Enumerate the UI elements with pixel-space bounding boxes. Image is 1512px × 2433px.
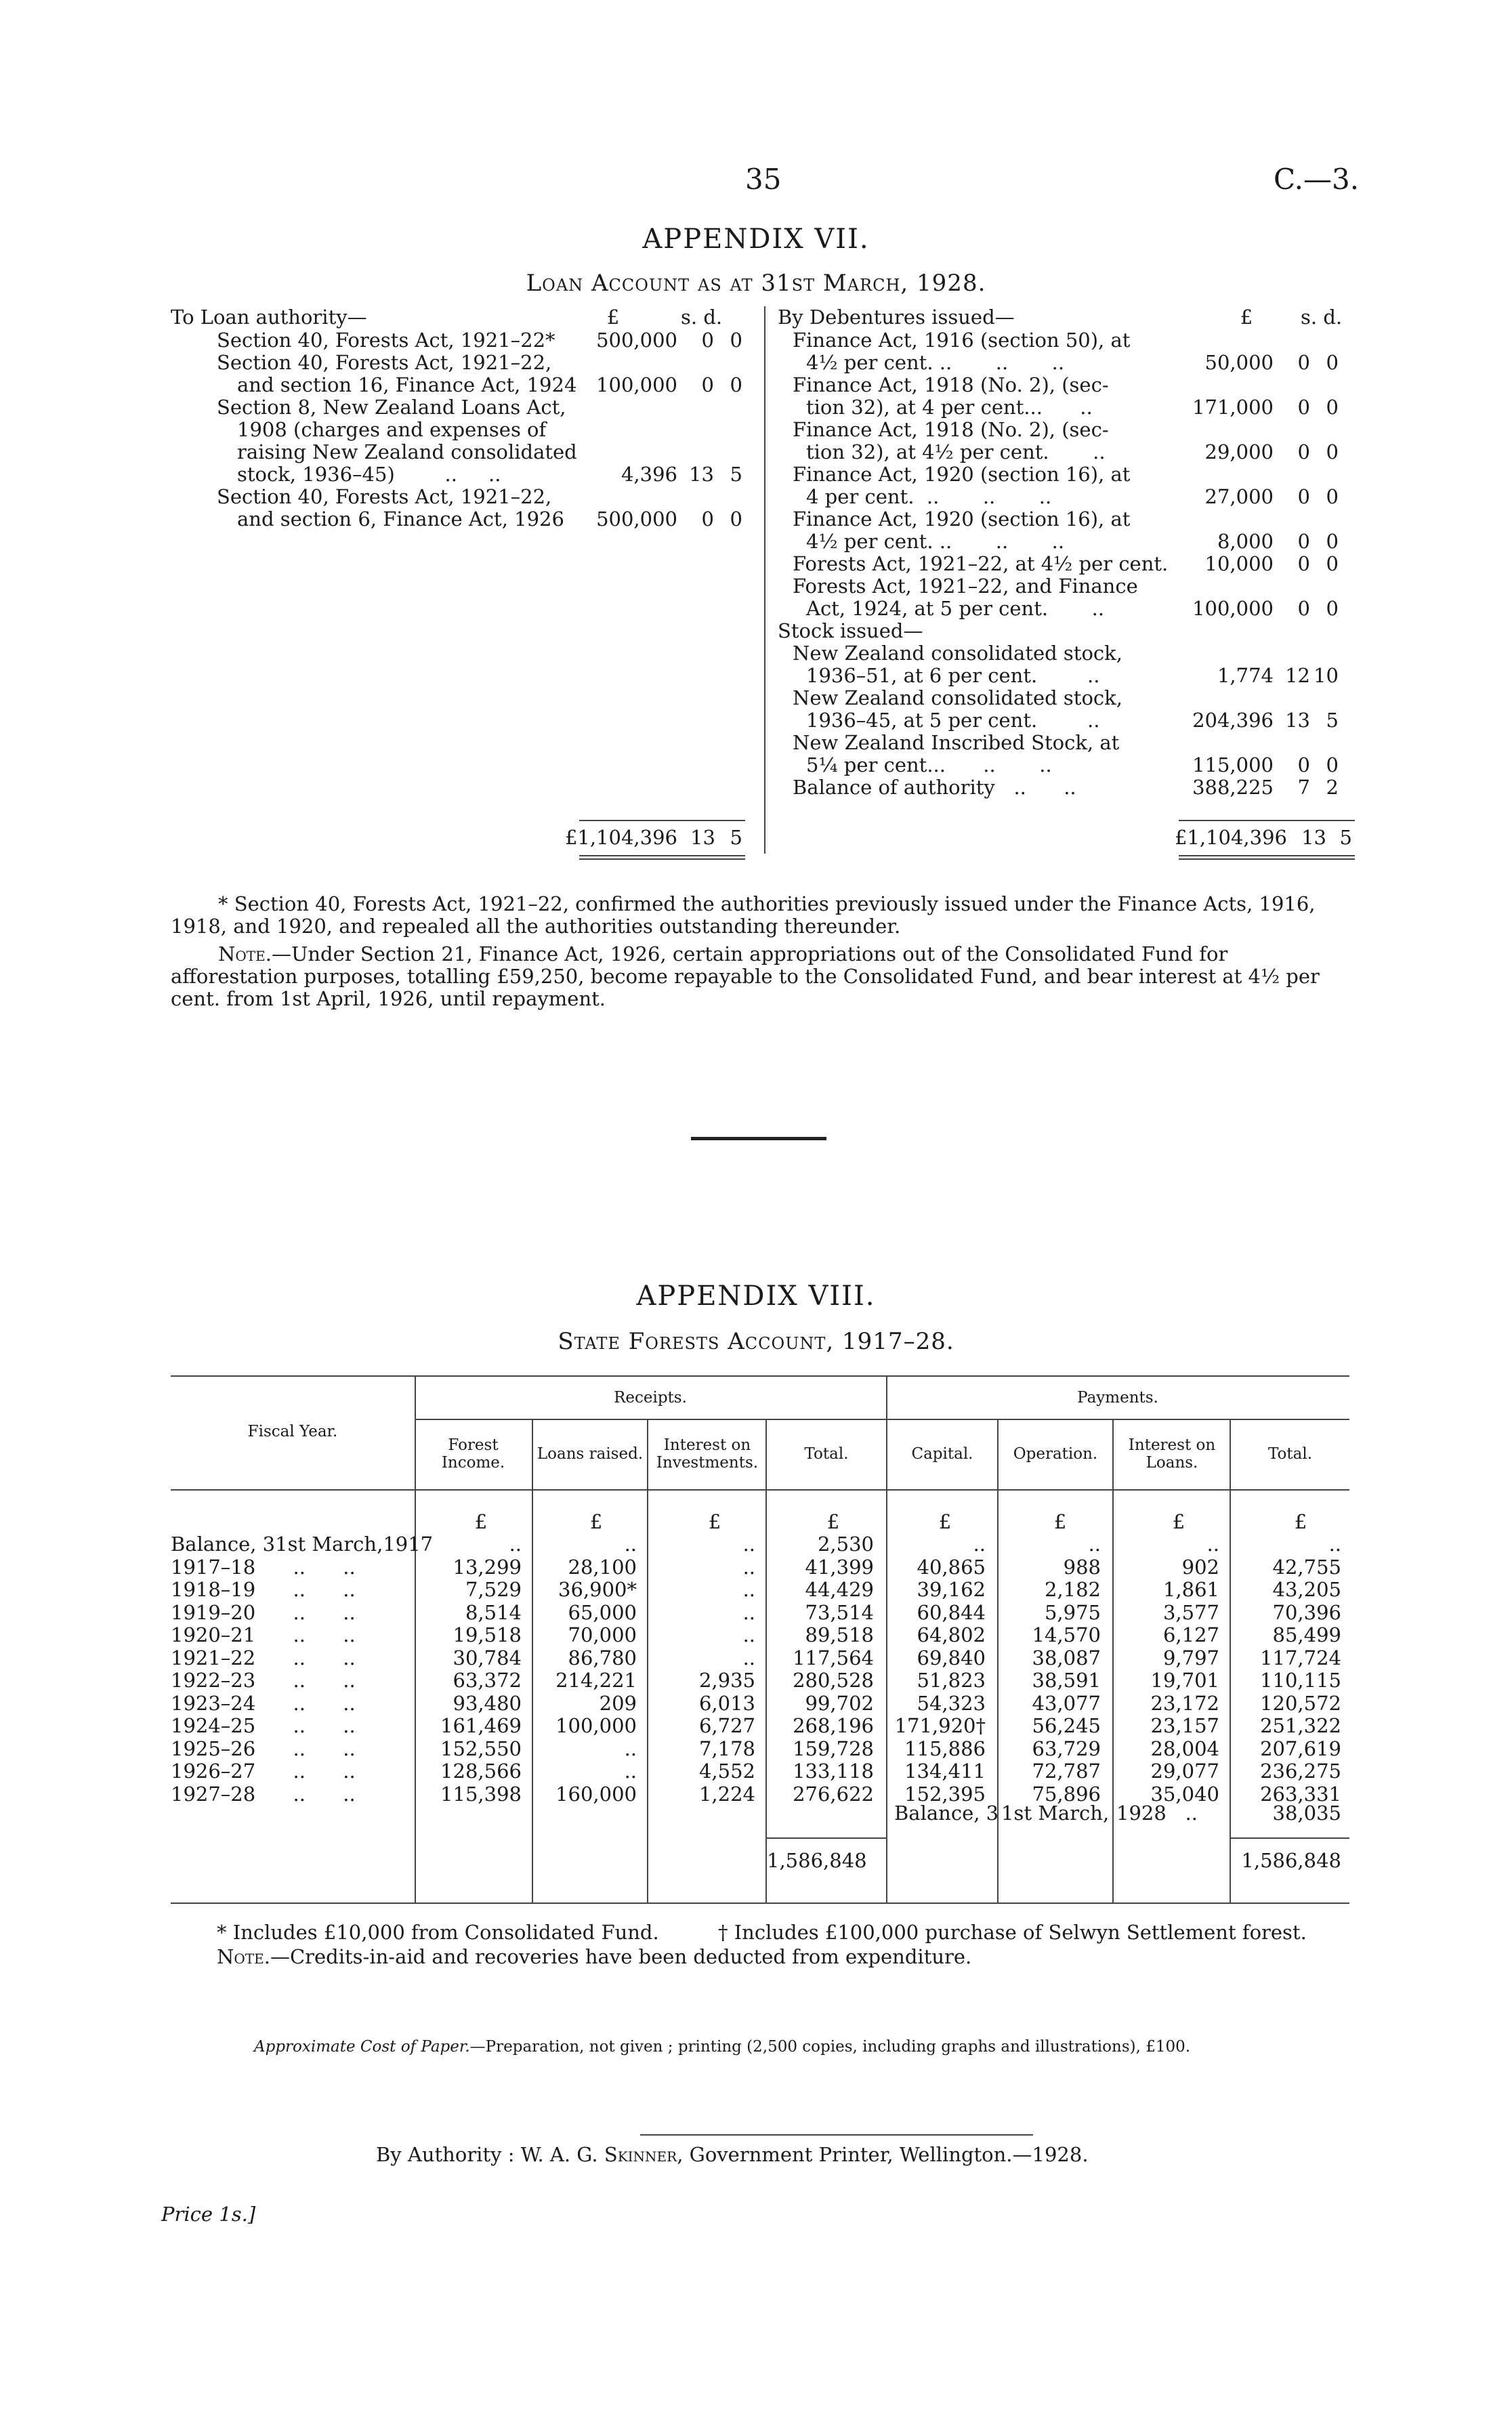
table-cell: .. <box>742 1623 755 1646</box>
amount-shillings: 7 <box>1297 776 1310 799</box>
right-total-underline <box>1179 855 1355 856</box>
fiscal-year-header: Fiscal Year. <box>247 1423 338 1440</box>
item-text-line: Section 40, Forests Act, 1921–22* <box>217 329 555 352</box>
table-cell: 171,920† <box>894 1714 986 1737</box>
amount-pounds: 100,000 <box>596 373 677 396</box>
imprint-printer: W. A. G. Skinner <box>520 2143 677 2166</box>
table-cell: 214,221 <box>555 1669 637 1692</box>
table-cell: 86,780 <box>568 1646 637 1669</box>
receipts-rule <box>415 1419 889 1420</box>
table-cell: 280,528 <box>793 1669 874 1692</box>
item-text-line: 1936–51, at 6 per cent. .. <box>806 664 1100 687</box>
table-cell: 99,702 <box>805 1691 874 1715</box>
table-cell: 43,205 <box>1272 1578 1341 1601</box>
amount-pounds: 8,000 <box>1217 530 1274 553</box>
table-cell: 75,896 <box>1032 1782 1101 1806</box>
cost-text: —Preparation, not given ; printing (2,500 copies, including graphs and illustrations), £100. <box>469 2038 1191 2056</box>
amount-pounds: 500,000 <box>596 329 677 352</box>
table-cell: 100,000 <box>555 1714 637 1737</box>
amount-pounds: 500,000 <box>596 507 677 531</box>
table-cell: .. <box>624 1533 637 1556</box>
item-text-line: Section 40, Forests Act, 1921–22, <box>217 351 552 374</box>
amount-pounds: 10,000 <box>1204 552 1274 575</box>
table-cell: 133,118 <box>793 1760 874 1783</box>
balance-label-a: Balance, 3 <box>894 1802 999 1825</box>
amount-shillings: 0 <box>1297 485 1310 508</box>
item-text-line: 1936–45, at 5 per cent. .. <box>806 709 1100 732</box>
appendix-7-note <box>171 943 1349 1010</box>
payments-total-rule <box>1230 1837 1349 1839</box>
item-text-line: 5¼ per cent... .. .. <box>806 753 1052 776</box>
item-text-line: Finance Act, 1918 (No. 2), (sec- <box>793 418 1109 441</box>
note-text: —Under Section 21, Finance Act, 1926, certain appropriations out of the Consolidated Fund for afforestation purposes, totalling £59,250, become repayable to the Consolidated Fund, and bear interest at 4½ per cent. from 1st April, 1926, until repayment. <box>171 942 1320 1010</box>
table-cell: 134,411 <box>904 1760 986 1783</box>
table-cell: 14,570 <box>1032 1623 1101 1646</box>
amount-pence: 0 <box>1326 485 1339 508</box>
table-cell: 35,040 <box>1150 1782 1219 1806</box>
forest-income-header: Forest Income. <box>441 1436 505 1472</box>
table-cell: 6,013 <box>698 1691 755 1715</box>
fiscal-year-label: 1927–28 .. .. <box>171 1782 356 1806</box>
right-total-pence: 5 <box>1339 826 1352 849</box>
table-cell: 28,004 <box>1150 1737 1219 1760</box>
table-cell: 110,115 <box>1260 1669 1341 1692</box>
table-cell: 23,157 <box>1150 1714 1219 1737</box>
table-bottom-rule <box>171 1902 1349 1904</box>
table-cell: .. <box>624 1760 637 1783</box>
amount-shillings: 0 <box>1297 396 1310 419</box>
item-text-line: and section 16, Finance Act, 1924 <box>237 373 577 396</box>
table-cell: 38,591 <box>1032 1669 1101 1692</box>
debenture-item <box>793 508 1362 553</box>
capital-header: Capital. <box>911 1445 973 1463</box>
payments-grand-total: 1,586,848 <box>1241 1849 1341 1872</box>
item-text-line: Finance Act, 1920 (section 16), at <box>793 507 1131 531</box>
item-text-line: and section 6, Finance Act, 1926 <box>237 507 564 531</box>
table-cell: .. <box>742 1555 755 1579</box>
center-divider <box>764 306 765 854</box>
amount-pence: 0 <box>730 329 742 352</box>
appendix-8-subtitle: State Forests Account, 1917–28. <box>558 1328 954 1355</box>
amount-pence: 2 <box>1326 776 1339 799</box>
amount-pence: 0 <box>1326 396 1339 419</box>
sd-header-right: s. d. <box>1301 306 1343 329</box>
amount-shillings: 0 <box>1297 753 1310 776</box>
amount-pence: 10 <box>1314 664 1339 687</box>
table-cell: 19,701 <box>1150 1669 1219 1692</box>
table-cell: 39,162 <box>917 1578 986 1601</box>
item-text-line: Act, 1924, at 5 per cent. .. <box>806 597 1105 620</box>
total-receipts-header: Total. <box>804 1445 849 1463</box>
left-total-underline-2 <box>579 858 745 860</box>
payments-rule <box>887 1419 1349 1420</box>
appendix-7-title: APPENDIX VII. <box>642 224 870 255</box>
receipts-header: Receipts. <box>614 1389 687 1407</box>
appendix-8-title: APPENDIX VIII. <box>636 1281 876 1312</box>
item-text-line: 4½ per cent. .. .. .. <box>806 530 1065 553</box>
table-cell: 63,729 <box>1032 1737 1101 1760</box>
table-cell: 988 <box>1063 1555 1101 1579</box>
table-cell: 70,396 <box>1272 1600 1341 1624</box>
table-cell: 51,823 <box>917 1669 986 1692</box>
table-cell: 276,622 <box>793 1782 874 1806</box>
table-cell: 85,499 <box>1272 1623 1341 1646</box>
left-total-pence: 5 <box>730 826 742 849</box>
left-total-shillings: 13 <box>690 826 715 849</box>
debenture-item <box>793 419 1362 463</box>
left-total-rule <box>579 820 745 821</box>
loan-authority-item <box>217 352 745 396</box>
item-text-line: Finance Act, 1920 (section 16), at <box>793 463 1131 486</box>
item-text-line: 4 per cent. .. .. .. <box>806 485 1052 508</box>
amount-pence: 0 <box>1326 552 1339 575</box>
amount-shillings: 0 <box>1297 597 1310 620</box>
table-cell: .. <box>742 1578 755 1601</box>
table-cell: .. <box>624 1737 637 1760</box>
amount-shillings: 12 <box>1285 664 1310 687</box>
footnote-star: * Includes £10,000 from Consolidated Fund. <box>217 1921 659 1944</box>
operation-header: Operation. <box>1013 1445 1098 1463</box>
table-cell: .. <box>742 1646 755 1669</box>
amount-shillings: 0 <box>1297 530 1310 553</box>
amount-pounds: 1,774 <box>1217 664 1274 687</box>
table-cell: .. <box>1088 1533 1101 1556</box>
amount-shillings: 13 <box>1285 709 1310 732</box>
table-cell: 13,299 <box>453 1555 522 1579</box>
table-cell: .. <box>1206 1533 1219 1556</box>
footnote-dagger: † Includes £100,000 purchase of Selwyn Settlement forest. <box>718 1921 1307 1944</box>
table-cell: 1,224 <box>698 1782 755 1806</box>
amount-pounds: 171,000 <box>1192 396 1274 419</box>
payments-header: Payments. <box>1077 1389 1158 1407</box>
table-cell: 44,429 <box>805 1578 874 1601</box>
item-text-line: 1908 (charges and expenses of <box>237 418 547 441</box>
table-cell: 2,935 <box>698 1669 755 1692</box>
amount-pence: 0 <box>1326 530 1339 553</box>
fiscal-year-label: 1923–24 .. .. <box>171 1691 356 1715</box>
fiscal-year-label: 1919–20 .. .. <box>171 1600 356 1624</box>
table-cell: 263,331 <box>1260 1782 1341 1806</box>
table-cell: 7,529 <box>465 1578 522 1601</box>
balance-value: 38,035 <box>1272 1802 1341 1825</box>
table-cell: 64,802 <box>917 1623 986 1646</box>
unit-symbol: £ <box>826 1510 840 1533</box>
right-total-shillings: 13 <box>1301 826 1326 849</box>
amount-pounds: 100,000 <box>1192 597 1274 620</box>
item-text-line: Forests Act, 1921–22, at 4½ per cent. <box>793 552 1169 575</box>
table-top-rule <box>171 1375 1349 1377</box>
note-text: —Credits-in-aid and recoveries have been deducted from expenditure. <box>270 1945 972 1968</box>
amount-pounds: 204,396 <box>1192 709 1274 732</box>
debentures-list <box>778 329 1362 799</box>
debenture-item <box>793 553 1362 575</box>
fiscal-year-label: 1925–26 .. .. <box>171 1737 356 1760</box>
table-cell: .. <box>742 1533 755 1556</box>
table-cell: 6,727 <box>698 1714 755 1737</box>
amount-shillings: 0 <box>701 373 714 396</box>
debenture-item <box>793 329 1362 374</box>
imprint-prefix: By Authority : <box>376 2143 515 2166</box>
fiscal-year-label: 1924–25 .. .. <box>171 1714 356 1737</box>
table-cell: 43,077 <box>1032 1691 1101 1715</box>
unit-symbol: £ <box>1294 1510 1307 1533</box>
item-text-line: New Zealand Inscribed Stock, at <box>793 731 1120 754</box>
fiscal-year-label: 1920–21 .. .. <box>171 1623 356 1646</box>
imprint-rule <box>640 2134 1033 2136</box>
amount-pence: 0 <box>1326 440 1339 463</box>
right-total-rule <box>1179 820 1355 821</box>
page-number: 35 <box>745 163 782 196</box>
table-cell: 56,245 <box>1032 1714 1101 1737</box>
cost-of-paper <box>254 2038 1190 2056</box>
unit-symbol: £ <box>1053 1510 1067 1533</box>
amount-shillings: 0 <box>1297 440 1310 463</box>
debenture-item <box>793 374 1362 419</box>
note-label: Note. <box>217 1945 270 1968</box>
table-cell: 40,865 <box>917 1555 986 1579</box>
table-cell: 42,755 <box>1272 1555 1341 1579</box>
appendix-7-footnote: * Section 40, Forests Act, 1921–22, confirmed the authorities previously issued under the Finance Acts, 1916, 1918, and 1920, and repealed all the authorities outstanding thereunder. <box>171 892 1316 938</box>
left-total-underline <box>579 855 745 856</box>
amount-pounds: 50,000 <box>1204 351 1274 374</box>
stock-issued-heading: Stock issued— <box>778 619 923 642</box>
header-bottom-rule <box>171 1489 1349 1491</box>
loans-raised-header: Loans raised. <box>537 1445 644 1463</box>
table-cell: 117,564 <box>793 1646 874 1669</box>
amount-shillings: 0 <box>1297 552 1310 575</box>
note-label: Note. <box>218 942 272 965</box>
receipts-total-rule <box>765 1837 887 1839</box>
table-cell: 54,323 <box>917 1691 986 1715</box>
loan-authority-item <box>217 329 745 352</box>
table-cell: 1,861 <box>1162 1578 1219 1601</box>
stock-item <box>793 732 1362 776</box>
interest-investments-header: Interest on Investments. <box>656 1436 759 1472</box>
document-code: C.—3. <box>1274 163 1360 196</box>
stock-item <box>793 642 1362 687</box>
stock-item <box>793 687 1362 732</box>
loan-authority-heading: To Loan authority— <box>171 306 367 329</box>
amount-pence: 0 <box>730 373 742 396</box>
table-cell: 2,530 <box>817 1533 874 1556</box>
table-cell: 41,399 <box>805 1555 874 1579</box>
unit-symbol: £ <box>938 1510 952 1533</box>
fiscal-year-label: Balance, 31st March,1917 <box>171 1533 434 1556</box>
table-cell: 7,178 <box>698 1737 755 1760</box>
item-text-line: New Zealand consolidated stock, <box>793 642 1122 665</box>
right-total-pounds: £1,104,396 <box>1174 826 1287 849</box>
table-cell: 120,572 <box>1260 1691 1341 1715</box>
item-text-line: Section 40, Forests Act, 1921–22, <box>217 485 552 508</box>
unit-symbol: £ <box>474 1510 488 1533</box>
table-cell: 207,619 <box>1260 1737 1341 1760</box>
amount-pence: 5 <box>730 463 742 486</box>
loan-authority-item <box>217 486 745 531</box>
appendix-7-subtitle: Loan Account as at 31st March, 1928. <box>526 270 986 297</box>
table-cell: 73,514 <box>805 1600 874 1624</box>
amount-shillings: 0 <box>1297 351 1310 374</box>
imprint <box>376 2144 1089 2166</box>
amount-pence: 0 <box>730 507 742 531</box>
table-cell: 69,840 <box>917 1646 986 1669</box>
table-cell: .. <box>509 1533 522 1556</box>
table-cell: 38,087 <box>1032 1646 1101 1669</box>
left-total-pounds: £1,104,396 <box>564 826 677 849</box>
amount-pounds: 4,396 <box>621 463 677 486</box>
item-text-line: New Zealand consolidated stock, <box>793 686 1122 709</box>
item-text-line: Finance Act, 1918 (No. 2), (sec- <box>793 373 1109 396</box>
table-cell: 23,172 <box>1150 1691 1219 1715</box>
balance-label-b: 1st March, <box>1001 1802 1110 1825</box>
table-cell: 152,550 <box>440 1737 522 1760</box>
amount-pounds: 29,000 <box>1204 440 1274 463</box>
loan-authority-list <box>217 329 745 531</box>
table-cell: 9,797 <box>1162 1646 1219 1669</box>
table-cell: 6,127 <box>1162 1623 1219 1646</box>
price: Price 1s.] <box>161 2203 256 2226</box>
table-cell: 159,728 <box>793 1737 874 1760</box>
loan-authority-item <box>217 396 745 486</box>
table-cell: 60,844 <box>917 1600 986 1624</box>
table-cell: 2,182 <box>1044 1578 1101 1601</box>
table-cell: 8,514 <box>465 1600 522 1624</box>
balance-of-authority <box>793 776 1362 799</box>
item-text-line: Section 8, New Zealand Loans Act, <box>217 396 566 419</box>
unit-symbol: £ <box>1172 1510 1185 1533</box>
balance-label-c: 1928 .. <box>1116 1802 1198 1825</box>
table-cell: 30,784 <box>453 1646 522 1669</box>
table-cell: 89,518 <box>805 1623 874 1646</box>
item-text-line: Finance Act, 1916 (section 50), at <box>793 329 1131 352</box>
pound-header-left: £ <box>606 306 620 329</box>
section-separator <box>691 1137 826 1140</box>
table-cell: 36,900* <box>558 1578 637 1601</box>
item-text-line: 4½ per cent. .. .. .. <box>806 351 1065 374</box>
cost-label: Approximate Cost of Paper. <box>254 2038 470 2056</box>
debenture-item <box>793 463 1362 508</box>
table-cell: 65,000 <box>568 1600 637 1624</box>
table-cell: 4,552 <box>698 1760 755 1783</box>
amount-pence: 0 <box>1326 351 1339 374</box>
table-cell: .. <box>973 1533 986 1556</box>
right-total-underline-2 <box>1179 858 1355 860</box>
table-cell: 5,975 <box>1044 1600 1101 1624</box>
amount-shillings: 0 <box>701 507 714 531</box>
receipts-grand-total: 1,586,848 <box>767 1849 867 1872</box>
fiscal-year-label: 1926–27 .. .. <box>171 1760 356 1783</box>
table-cell: 115,886 <box>904 1737 986 1760</box>
amount-pence: 0 <box>1326 597 1339 620</box>
imprint-suffix: , Government Printer, Wellington.—1928. <box>677 2143 1089 2166</box>
table-cell: 161,469 <box>440 1714 522 1737</box>
total-payments-header: Total. <box>1267 1445 1313 1463</box>
amount-pounds: 27,000 <box>1204 485 1274 508</box>
table-cell: 70,000 <box>568 1623 637 1646</box>
table-cell: 72,787 <box>1032 1760 1101 1783</box>
table-cell: .. <box>742 1600 755 1624</box>
item-text-line: tion 32), at 4 per cent... .. <box>806 396 1093 419</box>
table-cell: .. <box>1328 1533 1341 1556</box>
fiscal-year-label: 1918–19 .. .. <box>171 1578 356 1601</box>
debentures-heading: By Debentures issued— <box>778 306 1015 329</box>
table-cell: 3,577 <box>1162 1600 1219 1624</box>
item-text-line: stock, 1936–45) .. .. <box>237 463 501 486</box>
fiscal-year-label: 1922–23 .. .. <box>171 1669 356 1692</box>
item-text-line: Balance of authority .. .. <box>793 776 1076 799</box>
table-cell: 251,322 <box>1260 1714 1341 1737</box>
table-cell: 93,480 <box>453 1691 522 1715</box>
unit-symbol: £ <box>708 1510 721 1533</box>
col-divider <box>1230 1419 1231 1904</box>
table-cell: 115,398 <box>440 1782 522 1806</box>
table-cell: 268,196 <box>793 1714 874 1737</box>
interest-loans-header: Interest on Loans. <box>1128 1436 1216 1472</box>
table-cell: 19,518 <box>453 1623 522 1646</box>
item-text-line: Forests Act, 1921–22, and Finance <box>793 575 1138 598</box>
table-cell: 28,100 <box>568 1555 637 1579</box>
amount-pounds: 388,225 <box>1192 776 1274 799</box>
amount-shillings: 0 <box>701 329 714 352</box>
item-text-line: raising New Zealand consolidated <box>237 440 577 463</box>
table-cell: 236,275 <box>1260 1760 1341 1783</box>
pound-header-right: £ <box>1240 306 1253 329</box>
unit-symbol: £ <box>589 1510 603 1533</box>
fiscal-year-label: 1917–18 .. .. <box>171 1555 356 1579</box>
amount-pounds: 115,000 <box>1192 753 1274 776</box>
table-cell: 63,372 <box>453 1669 522 1692</box>
amount-pence: 0 <box>1326 753 1339 776</box>
amount-pence: 5 <box>1326 709 1339 732</box>
amount-shillings: 13 <box>689 463 714 486</box>
table-cell: 160,000 <box>555 1782 637 1806</box>
appendix-8-note <box>217 1946 971 1968</box>
item-text-line: tion 32), at 4½ per cent. .. <box>806 440 1106 463</box>
table-cell: 209 <box>599 1691 637 1715</box>
table-cell: 117,724 <box>1260 1646 1341 1669</box>
table-cell: 902 <box>1181 1555 1219 1579</box>
sd-header-left: s. d. <box>681 306 723 329</box>
table-cell: 152,395 <box>904 1782 986 1806</box>
table-cell: 29,077 <box>1150 1760 1219 1783</box>
fiscal-year-label: 1921–22 .. .. <box>171 1646 356 1669</box>
debenture-item <box>793 575 1362 620</box>
table-cell: 128,566 <box>440 1760 522 1783</box>
